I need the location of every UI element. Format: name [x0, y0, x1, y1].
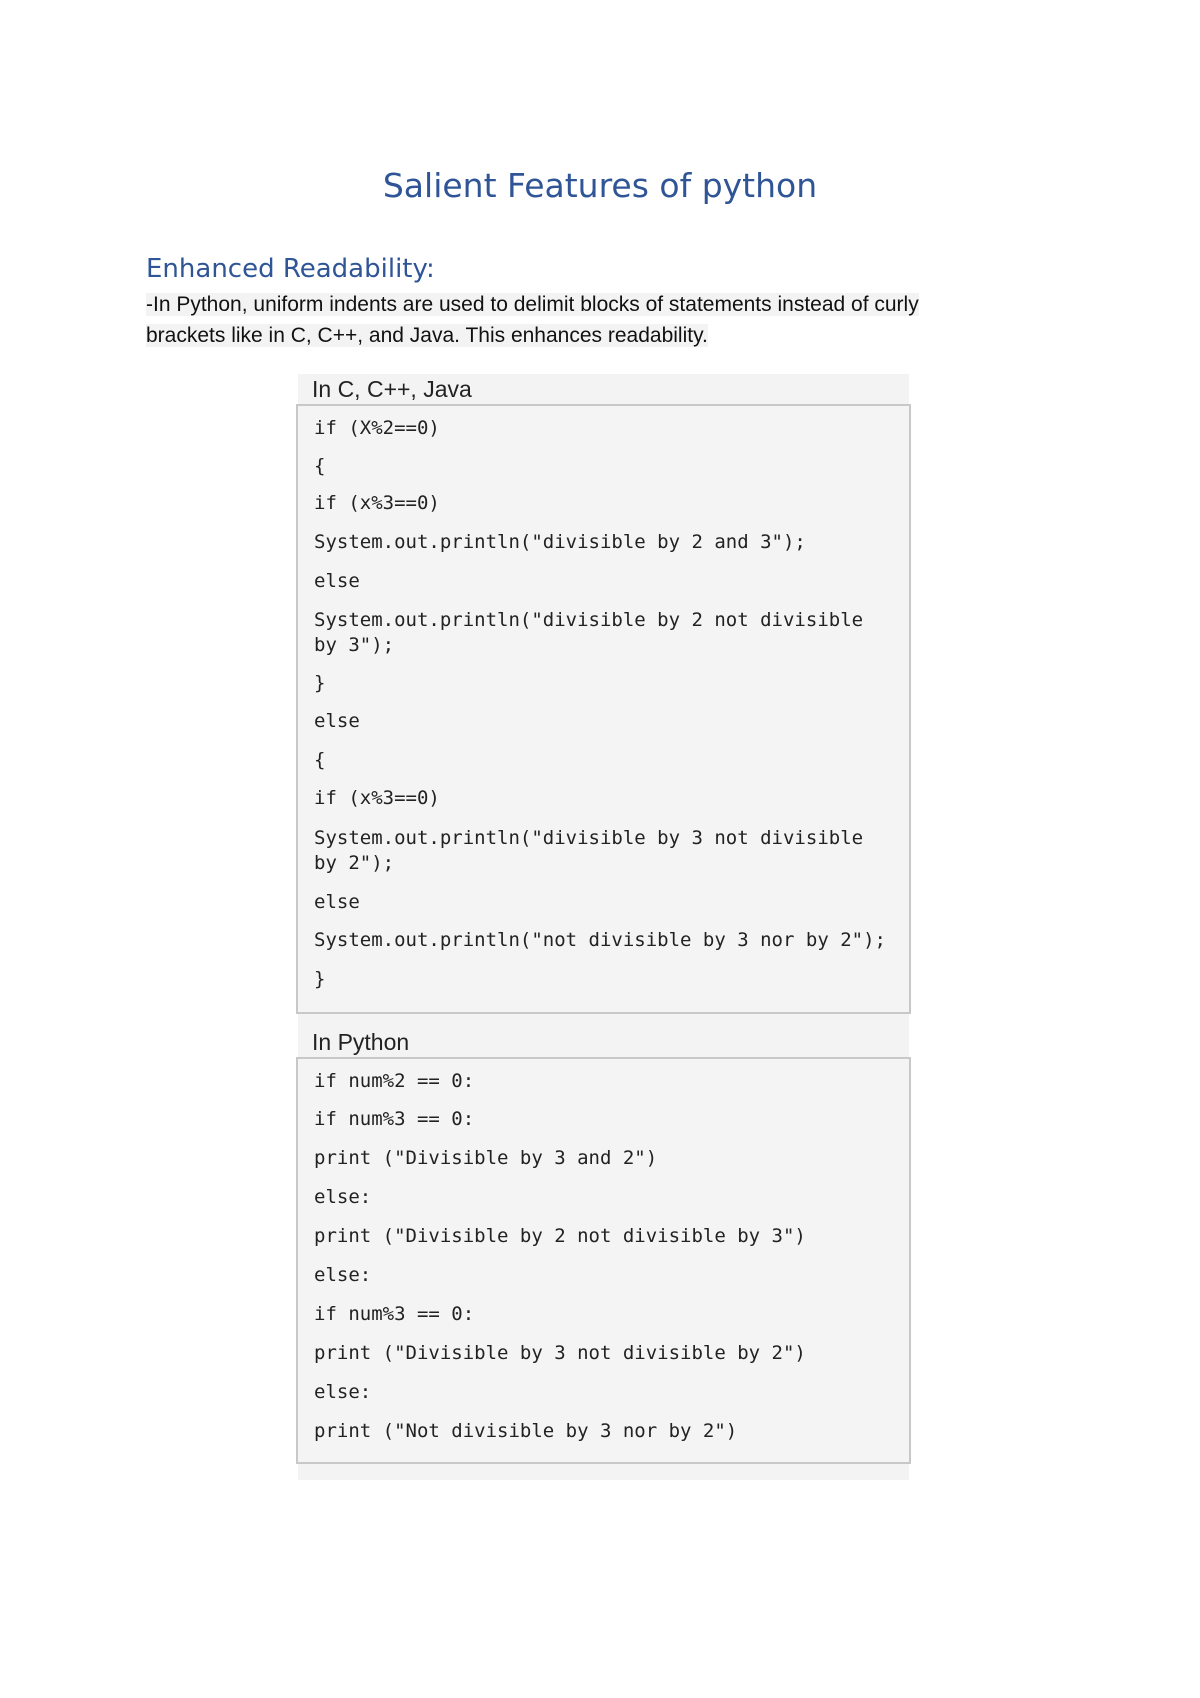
python-code-line: print ("Divisible by 3 and 2") — [314, 1147, 658, 1169]
section-body — [146, 289, 986, 351]
python-example-label: In Python — [312, 1029, 410, 1055]
python-code-line: if num%3 == 0: — [314, 1108, 475, 1130]
python-code-block — [296, 1057, 911, 1464]
python-code-line: print ("Divisible by 3 not divisible by 2") — [314, 1342, 806, 1364]
python-code-line: if num%2 == 0: — [314, 1070, 475, 1092]
python-code-line: else: — [314, 1381, 372, 1403]
c-code-line: } — [314, 968, 326, 990]
python-code-line: else: — [314, 1264, 372, 1286]
c-code-line: if (x%3==0) — [314, 492, 440, 514]
c-code-line: if (X%2==0) — [314, 417, 440, 439]
c-code-line: if (x%3==0) — [314, 787, 440, 809]
c-code-line: System.out.println("divisible by 3 not divisible by 2"); — [314, 827, 875, 874]
c-code-line: System.out.println("divisible by 2 not divisible by 3"); — [314, 609, 875, 656]
section-body-text: -In Python, uniform indents are used to delimit blocks of statements instead of curly brackets like in C, C++, and Java. This enhances readability. — [146, 293, 919, 347]
page-title: Salient Features of python — [382, 166, 818, 205]
python-code-line: else: — [314, 1186, 372, 1208]
section-heading: Enhanced Readability: — [146, 254, 435, 284]
c-code-block — [296, 404, 911, 1014]
c-code-line: else — [314, 570, 360, 592]
c-code-line: else — [314, 710, 360, 732]
python-code-line: if num%3 == 0: — [314, 1303, 475, 1325]
c-code-line: { — [314, 749, 326, 771]
c-code-line: { — [314, 455, 326, 477]
python-code-line: print ("Divisible by 2 not divisible by 3") — [314, 1225, 806, 1247]
python-code-line: print ("Not divisible by 3 nor by 2") — [314, 1420, 738, 1442]
c-code-line: else — [314, 891, 360, 913]
c-example-label: In C, C++, Java — [312, 376, 472, 402]
c-code-line: } — [314, 672, 326, 694]
c-code-line: System.out.println("not divisible by 3 nor by 2"); — [314, 929, 886, 951]
c-code-line: System.out.println("divisible by 2 and 3"); — [314, 531, 806, 553]
